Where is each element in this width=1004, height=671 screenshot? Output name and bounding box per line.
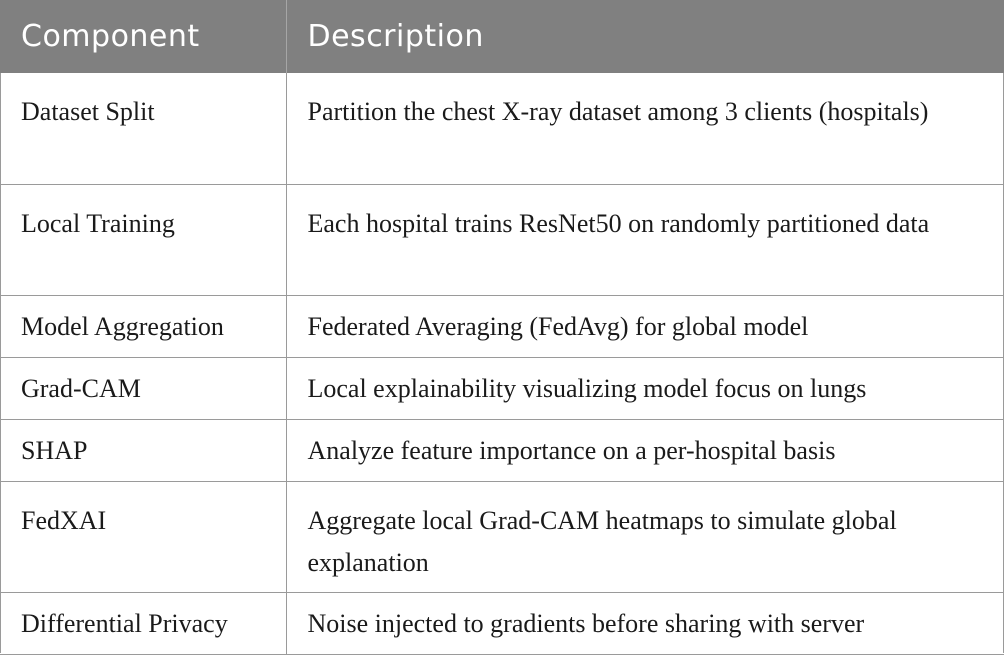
column-header-description: Description (286, 0, 1004, 73)
column-header-component: Component (0, 0, 286, 73)
description-cell: Local explainability visualizing model focus on lungs (286, 357, 1004, 419)
component-cell: SHAP (0, 419, 286, 481)
component-cell: Dataset Split (0, 73, 286, 184)
component-cell: Local Training (0, 184, 286, 295)
description-cell: Analyze feature importance on a per-hospital basis (286, 419, 1004, 481)
component-cell: Differential Privacy (0, 592, 286, 654)
component-cell: Grad-CAM (0, 357, 286, 419)
description-cell: Partition the chest X-ray dataset among 3 clients (hospitals) (286, 73, 1004, 184)
table-row (0, 481, 1004, 592)
description-cell: Federated Averaging (FedAvg) for global model (286, 295, 1004, 357)
table-row (0, 295, 1004, 357)
table-row (0, 184, 1004, 295)
description-cell: Aggregate local Grad-CAM heatmaps to simulate global explanation (286, 481, 1004, 592)
table-row (0, 357, 1004, 419)
table-row (0, 73, 1004, 184)
description-cell: Noise injected to gradients before sharing with server (286, 592, 1004, 654)
component-cell: Model Aggregation (0, 295, 286, 357)
table-row (0, 592, 1004, 654)
component-cell: FedXAI (0, 481, 286, 592)
table-row (0, 419, 1004, 481)
table-left-border (0, 73, 1, 653)
table-header-row (0, 0, 1004, 73)
description-cell: Each hospital trains ResNet50 on randomly partitioned data (286, 184, 1004, 295)
